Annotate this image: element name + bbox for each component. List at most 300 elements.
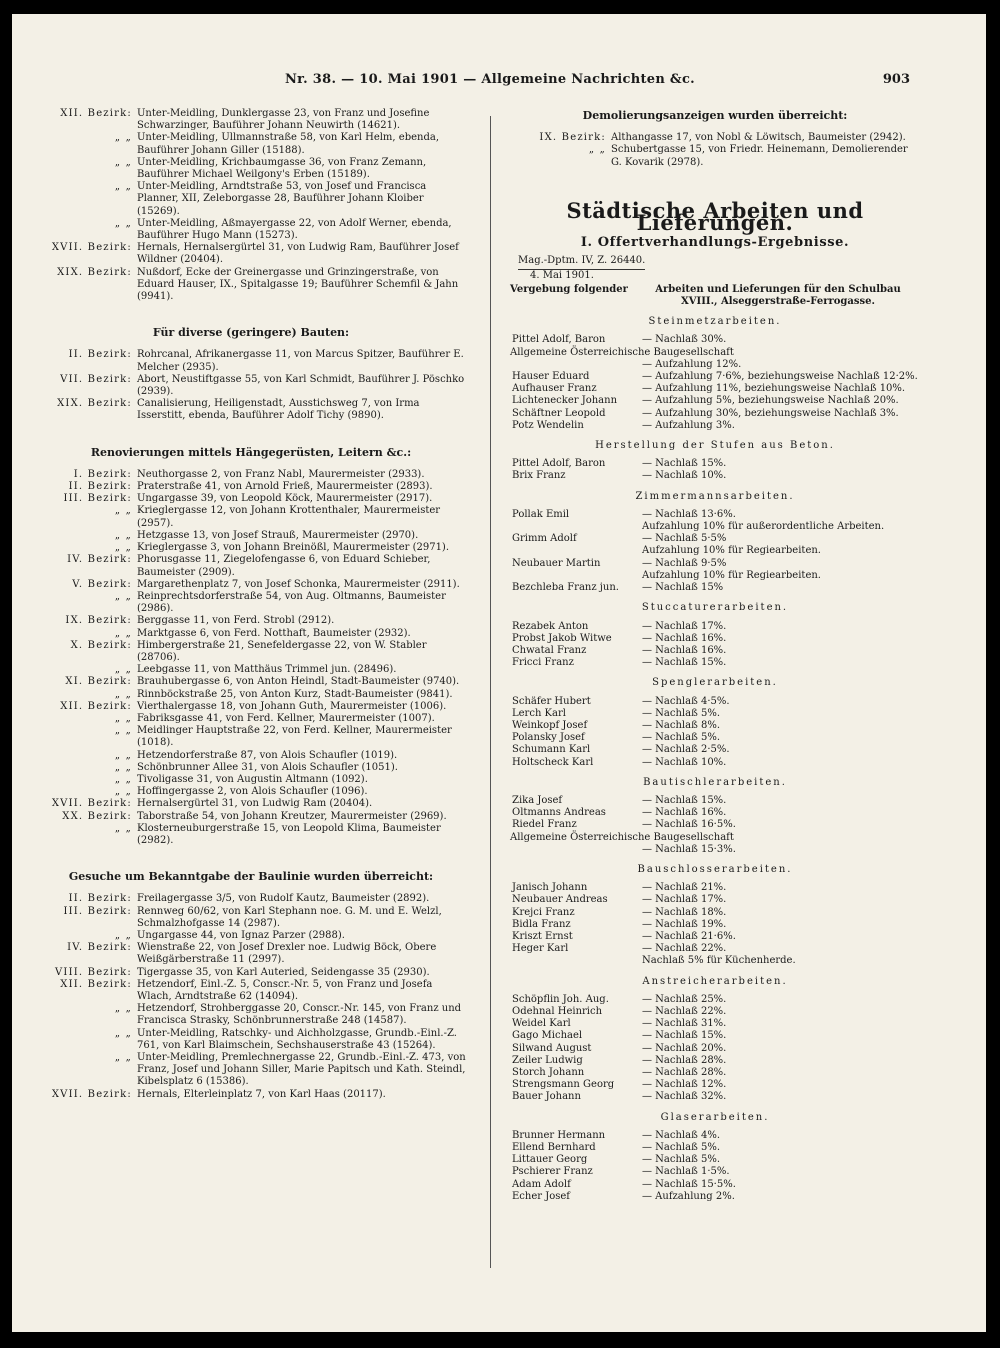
running-header <box>0 72 1000 92</box>
entry-district: XVII. Bezirk: <box>51 242 132 254</box>
entry-district: IV. Bezirk: <box>67 942 132 954</box>
bid-result: Aufzahlung 10% für außerordentliche Arbeiten. <box>642 521 885 533</box>
entry-text: Unter-Meidling, Aßmayergasse 22, von Adolf Werner, ebenda, Bauführer Hugo Mann (15273). <box>137 217 452 242</box>
entry <box>36 1089 466 1101</box>
bid-result: — Nachlaß 28%. <box>642 1054 727 1066</box>
bid-row <box>510 720 920 732</box>
bid-row <box>510 347 920 359</box>
bid-row <box>510 359 920 371</box>
section-title: Städtische Arbeiten und Lieferungen. <box>566 197 864 236</box>
bid-result: — Nachlaß 17%. <box>642 620 727 632</box>
entry-district: „ „ <box>588 144 606 156</box>
entry <box>36 628 466 640</box>
entry-text: Rohrcanal, Afrikanergasse 11, von Marcus Spitzer, Bauführer E. Melcher (2935). <box>137 349 464 373</box>
entry <box>36 1028 466 1052</box>
bid-row <box>510 931 920 943</box>
trade-zimmermann <box>510 491 920 595</box>
bid-row <box>510 732 920 744</box>
bidder-name <box>510 545 642 557</box>
entry-district: „ „ <box>114 1052 132 1064</box>
entry-district: II. Bezirk: <box>68 893 132 905</box>
bid-row <box>510 1043 920 1055</box>
trade-bautischler <box>510 777 920 856</box>
column-divider <box>490 116 491 1268</box>
entry <box>36 640 466 664</box>
bidder-name <box>510 955 642 967</box>
bidder-name: Krejci Franz <box>512 906 575 918</box>
bidder-name: Riedel Franz <box>512 819 577 831</box>
heading-demolierung: Demolierungsanzeigen wurden überreicht: <box>582 109 848 122</box>
bidder-name: Schäfer Hubert <box>512 695 591 707</box>
entry-text: Unter-Meidling, Arndtstraße 53, von Josef und Francisca Planner, XII, Zeleborgasse 28, Bauführer Johann Kloiber (15269). <box>137 181 427 217</box>
bid-row <box>510 582 920 594</box>
bidder-name: Rezabek Anton <box>512 620 589 632</box>
bid-result: — Aufzahlung 3%. <box>642 419 735 431</box>
entry-district: II. Bezirk: <box>68 481 132 493</box>
entry <box>36 676 466 688</box>
entry-district: „ „ <box>114 132 132 144</box>
entry-district: XVII. Bezirk: <box>51 1088 132 1100</box>
entry <box>36 108 466 132</box>
entry <box>36 1052 466 1089</box>
entry-text: Hetzendorf, Strohberggasse 20, Conscr.-Nr. 145, von Franz und Francisca Strasky, Schönbrunnerstraße 248 (14587). <box>137 1003 462 1027</box>
entry-text: Wienstraße 22, von Josef Drexler noe. Ludwig Böck, Obere Weißgärberstraße 11 (2997). <box>137 942 437 966</box>
vergebung-subject: Arbeiten und Lieferungen für den Schulbau XVIII., Alseggerstraße-Ferrogasse. <box>655 283 901 308</box>
bidder-name: Schumann Karl <box>512 744 591 756</box>
bid-result: — Nachlaß 5%. <box>642 732 720 744</box>
bid-row <box>510 1091 920 1103</box>
bidder-name <box>510 570 642 582</box>
bid-result: — Nachlaß 22%. <box>642 943 727 955</box>
bid-result: — Nachlaß 16·5%. <box>642 819 736 831</box>
entries-a <box>36 108 466 303</box>
entry-text: Margarethenplatz 7, von Josef Schonka, Maurermeister (2911). <box>137 578 460 590</box>
entry-district: II. Bezirk: <box>68 349 132 361</box>
entry-district: „ „ <box>114 761 132 773</box>
bidder-name: Chwatal Franz <box>512 644 587 656</box>
bid-row <box>510 570 920 582</box>
trade-steinmetz <box>510 316 920 432</box>
entry <box>36 762 466 774</box>
entry <box>36 469 466 481</box>
bidder-name: Brunner Hermann <box>512 1129 606 1141</box>
bid-row <box>510 943 920 955</box>
entry-district: „ „ <box>114 529 132 541</box>
bidder-name: Lerch Karl <box>512 707 566 719</box>
bid-result: — Nachlaß 5%. <box>642 707 720 719</box>
bidder-name <box>510 359 642 371</box>
entry <box>36 542 466 554</box>
bid-result: Nachlaß 5% für Küchenherde. <box>642 955 796 967</box>
bid-result: — Nachlaß 1·5%. <box>642 1166 730 1178</box>
trade-title: Bauschlosserarbeiten. <box>637 863 793 875</box>
bid-result: — Aufzahlung 7·6%, beziehungsweise Nachlaß 12·2%. <box>642 371 918 383</box>
bid-row <box>510 832 920 844</box>
entry-text: Freilagergasse 3/5, von Rudolf Kautz, Baumeister (2892). <box>137 893 430 905</box>
bid-row <box>510 844 920 856</box>
bid-row <box>510 894 920 906</box>
entry-district: X. Bezirk: <box>70 639 132 651</box>
entry-text: Unter-Meidling, Ratschky- und Aichholzgasse, Grundb.-Einl.-Z. 761, von Karl Blaimschein, Sechshauserstraße 43 (15264). <box>137 1027 457 1051</box>
entry-text: Neuthorgasse 2, von Franz Nabl, Maurermeister (2933). <box>137 468 425 480</box>
bid-result: — Nachlaß 9·5% <box>642 557 727 569</box>
entry <box>36 481 466 493</box>
entry-text: Krieglergasse 3, von Johann Breinößl, Maurermeister (2971). <box>137 542 450 554</box>
bid-row <box>510 509 920 521</box>
bidder-name: Fricci Franz <box>512 657 574 669</box>
bid-row <box>510 708 920 720</box>
bid-row <box>510 882 920 894</box>
trade-title: Bautischlerarbeiten. <box>643 776 787 788</box>
bid-row <box>510 807 920 819</box>
entry-text: Phorusgasse 11, Ziegelofengasse 6, von Eduard Schieber, Baumeister (2909). <box>137 554 431 578</box>
entry-district: XI. Bezirk: <box>65 676 132 688</box>
bid-result: — Nachlaß 19%. <box>642 918 727 930</box>
entry <box>36 530 466 542</box>
bidder-name: Aufhauser Franz <box>512 383 597 395</box>
bid-row <box>510 744 920 756</box>
bid-row <box>510 657 920 669</box>
entry-district: XIX. Bezirk: <box>57 266 132 278</box>
bidder-name: Echer Josef <box>512 1190 570 1202</box>
entry-text: Fabriksgasse 41, von Ferd. Kellner, Maurermeister (1007). <box>137 712 435 724</box>
bid-result: — Nachlaß 16%. <box>642 807 727 819</box>
entry <box>36 1003 466 1027</box>
entry-text: Meidlinger Hauptstraße 22, von Ferd. Kellner, Maurermeister (1018). <box>137 725 452 749</box>
bid-result: — Nachlaß 2·5%. <box>642 744 730 756</box>
bid-row <box>510 1030 920 1042</box>
left-column <box>36 108 466 1101</box>
bid-row <box>510 383 920 395</box>
entry <box>36 349 466 373</box>
bid-result: — Nachlaß 31%. <box>642 1018 727 1030</box>
bidder-name: Adam Adolf <box>512 1178 571 1190</box>
bidder-name: Strengsmann Georg <box>512 1079 615 1091</box>
entry-text: Hernals, Elterleinplatz 7, von Karl Haas (20117). <box>137 1088 386 1100</box>
bidder-name: Brix Franz <box>512 470 566 482</box>
bid-row <box>510 696 920 708</box>
entry-district: „ „ <box>114 156 132 168</box>
bidder-name: Bezchleba Franz jun. <box>512 582 619 594</box>
entry-text: Reinprechtsdorferstraße 54, von Aug. Oltmanns, Baumeister (2986). <box>137 590 446 615</box>
bidder-name: Grimm Adolf <box>512 533 577 545</box>
entry-district: „ „ <box>114 929 132 941</box>
bid-result: — Nachlaß 15·3%. <box>642 843 736 855</box>
entry <box>36 967 466 979</box>
entry-text: Taborstraße 54, von Johann Kreutzer, Maurermeister (2969). <box>137 810 447 822</box>
entry <box>36 811 466 823</box>
bid-result: — Nachlaß 16%. <box>642 644 727 656</box>
bid-row <box>510 1006 920 1018</box>
entry-text: Unter-Meidling, Ullmannstraße 58, von Karl Helm, ebenda, Bauführer Johann Giller (15188). <box>137 132 439 156</box>
trade-title: Stuccaturerarbeiten. <box>641 602 789 614</box>
bidder-name: Pittel Adolf, Baron <box>512 458 606 470</box>
bid-row <box>510 371 920 383</box>
entry-text: Abort, Neustiftgasse 55, von Karl Schmidt, Bauführer J. Pöschko (2939). <box>137 373 465 398</box>
vergebung-line <box>510 284 920 308</box>
trade-title: Herstellung der Stufen aus Beton. <box>595 440 835 452</box>
trade-beton <box>510 440 920 483</box>
bid-row <box>510 521 920 533</box>
bid-result: — Nachlaß 5%. <box>642 1154 720 1166</box>
bid-row <box>510 558 920 570</box>
entry-text: Unter-Meidling, Dunklergasse 23, von Franz und Josefine Schwarzinger, Bauführer Johann Neuwirth (14621). <box>137 108 430 132</box>
bid-result: — Nachlaß 18%. <box>642 906 727 918</box>
bidder-name: Zeiler Ludwig <box>512 1054 583 1066</box>
entry <box>36 774 466 786</box>
entry-district: V. Bezirk: <box>72 578 132 590</box>
bid-row <box>510 545 920 557</box>
bid-result: — Nachlaß 4%. <box>642 1129 720 1141</box>
section-subtitle: I. Offertverhandlungs-Ergebnisse. <box>580 235 850 251</box>
heading-diverse-bauten: Für diverse (geringere) Bauten: <box>152 326 350 340</box>
header-title: Nr. 38. — 10. Mai 1901 — Allgemeine Nachrichten &c. <box>285 72 696 87</box>
bidder-name: Kriszt Ernst <box>512 930 573 942</box>
bid-row <box>510 1079 920 1091</box>
bidder-name: Lichtenecker Johann <box>512 395 618 407</box>
bidder-name: Weidel Karl <box>512 1018 571 1030</box>
entry-text: Himbergerstraße 21, Senefeldergasse 22, von W. Stabler (28706). <box>137 639 427 663</box>
bidder-name: Allgemeine Österreichische Baugesellschaft <box>510 346 734 358</box>
bidder-name: Pittel Adolf, Baron <box>512 334 606 346</box>
entry <box>36 181 466 218</box>
entry <box>36 398 466 422</box>
entry <box>36 701 466 713</box>
entry-district: „ „ <box>114 181 132 193</box>
bid-result: — Nachlaß 15·5%. <box>642 1178 736 1190</box>
bid-row <box>510 470 920 482</box>
entry <box>36 906 466 930</box>
entry-text: Schönbrunner Allee 31, von Alois Schaufler (1051). <box>137 761 398 773</box>
offer-date: 4. Mai 1901. <box>530 269 594 281</box>
bidder-name: Polansky Josef <box>512 732 585 744</box>
entry <box>36 267 466 304</box>
bid-row <box>510 420 920 432</box>
bidder-name: Weinkopf Josef <box>512 719 588 731</box>
entry <box>36 942 466 966</box>
entry-district: III. Bezirk: <box>63 493 132 505</box>
entry-district: XX. Bezirk: <box>62 810 132 822</box>
bid-result: — Nachlaß 28%. <box>642 1067 727 1078</box>
entry <box>510 144 920 168</box>
page-number: 903 <box>882 72 910 87</box>
bid-row <box>510 907 920 919</box>
entry-district: IX. Bezirk: <box>65 615 132 627</box>
entry-district: „ „ <box>114 786 132 798</box>
bidder-name <box>510 844 642 856</box>
bid-row <box>510 795 920 807</box>
bid-result: — Nachlaß 5%. <box>642 1142 720 1154</box>
entry <box>36 786 466 798</box>
entry <box>36 505 466 529</box>
bid-result: — Nachlaß 12%. <box>642 1079 727 1091</box>
entry-district: „ „ <box>114 217 132 229</box>
bid-result: — Nachlaß 15%. <box>642 794 727 806</box>
entry-district: XVII. Bezirk: <box>51 798 132 810</box>
entry-text: Unter-Meidling, Premlechnergasse 22, Grundb.-Einl.-Z. 473, von Franz, Josef und Johann Siller, Marie Papitsch und Kath. Steindl, Kibelsplatz 6 (15386). <box>137 1052 466 1088</box>
bid-result: — Nachlaß 4·5%. <box>642 695 730 707</box>
bidder-name: Silwand August <box>512 1042 592 1054</box>
bid-row <box>510 334 920 346</box>
trade-stuccatur <box>510 602 920 669</box>
trade-title: Spenglerarbeiten. <box>652 677 778 689</box>
entry-district: XII. Bezirk: <box>60 700 132 712</box>
entry <box>36 374 466 398</box>
entry-district: „ „ <box>114 505 132 517</box>
bid-result: — Nachlaß 15%. <box>642 458 727 470</box>
bid-row <box>510 458 920 470</box>
entry <box>36 823 466 847</box>
bid-result: — Aufzahlung 12%. <box>642 358 742 370</box>
entry-text: Krieglergasse 12, von Johann Krottenthaler, Maurermeister (2957). <box>137 505 441 529</box>
trade-anstreicher <box>510 976 920 1104</box>
bid-result: — Nachlaß 17%. <box>642 894 727 906</box>
entry-district: IX. Bezirk: <box>539 132 606 144</box>
entry <box>510 132 920 144</box>
entry-district: XII. Bezirk: <box>60 978 132 990</box>
trade-title: Zimmermannsarbeiten. <box>635 490 795 502</box>
bidder-name: Littauer Georg <box>512 1154 588 1166</box>
entry-text: Althangasse 17, von Nobl & Löwitsch, Baumeister (2942). <box>611 132 906 144</box>
bidder-name: Bauer Johann <box>512 1091 581 1103</box>
entry <box>36 750 466 762</box>
bid-row <box>510 621 920 633</box>
bidder-name: Holtscheck Karl <box>512 756 594 768</box>
bid-result: — Nachlaß 30%. <box>642 334 727 346</box>
bid-result: — Nachlaß 13·6%. <box>642 508 736 520</box>
entry-district: I. Bezirk: <box>73 468 132 480</box>
entry <box>36 713 466 725</box>
bid-row <box>510 645 920 657</box>
entry-district: „ „ <box>114 749 132 761</box>
bid-result: — Aufzahlung 2%. <box>642 1190 735 1202</box>
entry <box>36 579 466 591</box>
bidder-name: Pollak Emil <box>512 508 570 520</box>
entry <box>36 930 466 942</box>
bidder-name: Janisch Johann <box>512 882 588 894</box>
entry-district: „ „ <box>114 1003 132 1015</box>
bid-result: — Aufzahlung 30%, beziehungsweise Nachlaß 3%. <box>642 407 899 419</box>
entry-text: Klosterneuburgerstraße 15, von Leopold Klima, Baumeister (2982). <box>137 822 441 846</box>
trade-title: Glaserarbeiten. <box>660 1111 770 1123</box>
bid-row <box>510 955 920 967</box>
entry-district: „ „ <box>114 590 132 602</box>
bid-result: — Nachlaß 20%. <box>642 1042 727 1054</box>
bidder-name: Allgemeine Österreichische Baugesellschaft <box>510 831 734 843</box>
entry-district: „ „ <box>114 725 132 737</box>
entry <box>36 725 466 749</box>
bid-row <box>510 1154 920 1166</box>
entry <box>36 157 466 181</box>
entry-text: Leebgasse 11, von Matthäus Trimmel jun. (28496). <box>137 664 397 676</box>
entry-district: IV. Bezirk: <box>67 554 132 566</box>
entry <box>36 893 466 905</box>
bid-row <box>510 919 920 931</box>
bidder-name: Gago Michael <box>512 1030 583 1042</box>
entry <box>36 689 466 701</box>
bid-result: — Nachlaß 8%. <box>642 719 720 731</box>
bidder-name: Probst Jakob Witwe <box>512 632 612 644</box>
trade-glaser <box>510 1112 920 1203</box>
bid-row <box>510 1130 920 1142</box>
bid-row <box>510 633 920 645</box>
trade-bauschlosser <box>510 864 920 968</box>
bid-row <box>510 1179 920 1191</box>
bid-row <box>510 994 920 1006</box>
bid-row <box>510 1067 920 1079</box>
bidder-name: Heger Karl <box>512 943 569 955</box>
entry <box>36 615 466 627</box>
entry-text: Hetzendorf, Einl.-Z. 5, Conscr.-Nr. 5, von Franz und Josefa Wlach, Arndtstraße 62 (14094). <box>137 978 433 1002</box>
entry-district: „ „ <box>114 688 132 700</box>
entry <box>36 554 466 578</box>
entries-d <box>36 893 466 1100</box>
bidder-name: Odehnal Heinrich <box>512 1005 603 1017</box>
entry-text: Hetzendorferstraße 87, von Alois Schaufler (1019). <box>137 749 398 761</box>
right-column <box>510 108 920 1203</box>
bid-result: Aufzahlung 10% für Regiearbeiten. <box>642 545 821 557</box>
entry-text: Unter-Meidling, Krichbaumgasse 36, von Franz Zemann, Bauführer Michael Weilgony's Erben (15189). <box>137 156 427 181</box>
bid-result: — Nachlaß 22%. <box>642 1005 727 1017</box>
entries-demolierung <box>510 132 920 169</box>
trade-spengler <box>510 677 920 768</box>
bid-row <box>510 395 920 407</box>
entries-b <box>36 349 466 422</box>
entry-text: Berggasse 11, von Ferd. Strobl (2912). <box>137 615 335 627</box>
bid-result: — Nachlaß 15%. <box>642 1030 727 1042</box>
bidder-name: Oltmanns Andreas <box>512 807 606 819</box>
entry <box>36 242 466 266</box>
entry-text: Nußdorf, Ecke der Greinergasse und Grinzingerstraße, von Eduard Hauser, IX., Spitalgasse 19; Bauführer Schemfil & Jahn (9941). <box>137 266 459 303</box>
bidder-name: Pschierer Franz <box>512 1166 593 1178</box>
entry-text: Ungargasse 39, von Leopold Köck, Maurermeister (2917). <box>137 493 433 505</box>
entry-text: Canalisierung, Heiligenstadt, Ausstichsweg 7, von Irma Isserstitt, ebenda, Bauführer Adolf Tichy (9890). <box>137 398 420 422</box>
bidder-name: Schöpflin Joh. Aug. <box>512 993 609 1005</box>
entry-district: „ „ <box>114 664 132 676</box>
bid-result: — Aufzahlung 5%, beziehungsweise Nachlaß 20%. <box>642 395 899 407</box>
bid-result: — Nachlaß 21%. <box>642 882 727 894</box>
bidder-name <box>510 521 642 533</box>
trade-title: Anstreicherarbeiten. <box>642 975 788 987</box>
bid-row <box>510 1142 920 1154</box>
entry-text: Hernals, Hernalsergürtel 31, von Ludwig Ram, Bauführer Josef Wildner (20404). <box>137 242 459 266</box>
bid-result: Aufzahlung 10% für Regiearbeiten. <box>642 569 821 581</box>
entry-text: Praterstraße 41, von Arnold Frieß, Maurermeister (2893). <box>137 481 433 493</box>
entry-district: „ „ <box>114 822 132 834</box>
bid-row <box>510 1018 920 1030</box>
bid-row <box>510 408 920 420</box>
entry-text: Vierthalergasse 18, von Johann Guth, Maurermeister (1006). <box>137 700 447 712</box>
bid-result: — Nachlaß 25%. <box>642 993 727 1005</box>
bid-result: — Nachlaß 32%. <box>642 1091 727 1103</box>
bidder-name: Ellend Bernhard <box>512 1142 596 1154</box>
magistrat-reference: Mag.-Dptm. IV, Z. 26440. <box>518 255 645 269</box>
entry <box>36 132 466 156</box>
entry-text: Tigergasse 35, von Karl Auteried, Seidengasse 35 (2930). <box>137 966 430 978</box>
bidder-name: Neubauer Martin <box>512 557 601 569</box>
entry-text: Rinnböckstraße 25, von Anton Kurz, Stadt-Baumeister (9841). <box>137 688 453 700</box>
entry <box>36 218 466 242</box>
bid-row <box>510 1055 920 1067</box>
entry-district: XII. Bezirk: <box>60 108 132 119</box>
entry-district: VII. Bezirk: <box>60 373 132 385</box>
entry-text: Rennweg 60/62, von Karl Stephann noe. G. M. und E. Welzl, Schmalzhofgasse 14 (2987). <box>137 905 442 929</box>
bid-result: — Nachlaß 16%. <box>642 632 727 644</box>
bid-result: — Nachlaß 10%. <box>642 470 727 482</box>
entry-district: „ „ <box>114 1027 132 1039</box>
bid-row <box>510 757 920 769</box>
bidder-name: Schäftner Leopold <box>512 407 606 419</box>
